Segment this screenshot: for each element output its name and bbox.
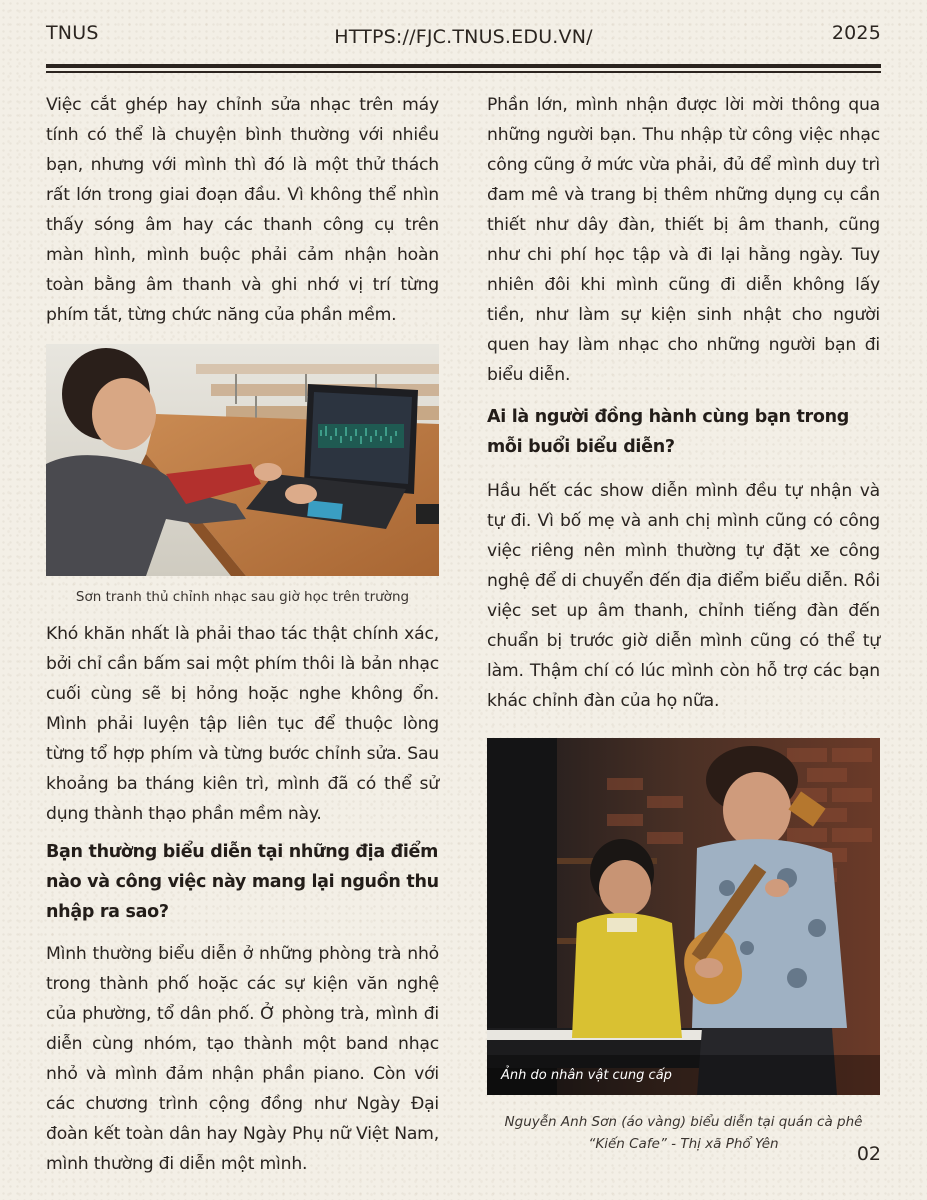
question-companion: Ai là người đồng hành cùng bạn trong mỗi buổi biểu diễn? (487, 407, 849, 457)
photo-laptop-editing-image (46, 344, 439, 576)
photo-caption-line-2: “Kiến Cafe” - Thị xã Phổ Yên (588, 1136, 779, 1152)
paragraph-invitations: Phần lớn, mình nhận được lời mời thông qua những người bạn. Thu nhập từ công việc nhạc công cũng ở mức vừa phải, đủ để mình duy trì đam mê và trang bị thêm những dụng cụ cần thiết như dây đàn, thiết bị âm thanh, cũng như chi phí học tập và đi lại hằng ngày. Tuy nhiên đôi khi mình cũng đi diễn không lấy tiền, như làm sự kiện sinh nhật cho người quen hay làm nhạc cho những người bạn đi biểu diễn. (487, 95, 880, 385)
paragraph-venues: Mình thường biểu diễn ở những phòng trà nhỏ trong thành phố hoặc các sự kiện văn nghệ của phường, tổ dân phố. Ở phòng trà, mình đi diễn cùng nhóm, tạo thành một band nhạc nhỏ và mình đảm nhận phần piano. Còn với các chương trình cộng đồng như Ngày Đại đoàn kết toàn dân hay Ngày Phụ nữ Việt Nam, mình thường đi diễn một mình. (46, 944, 439, 1174)
photo-caption-line-1: Nguyễn Anh Sơn (áo vàng) biểu diễn tại quán cà phê (504, 1114, 863, 1130)
photo-cafe-performance-image (487, 738, 880, 1095)
paragraph-editing-challenge: Việc cắt ghép hay chỉnh sửa nhạc trên máy tính có thể là chuyện bình thường với nhiều bạn, nhưng với mình thì đó là một thử thách rất lớn trong giai đoạn đầu. Vì không thể nhìn thấy sóng âm hay các thanh công cụ trên màn hình, mình buộc phải cảm nhận hoàn toàn bằng âm thanh và ghi nhớ vị trí từng phím tắt, từng chức năng của phần mềm. (46, 95, 439, 325)
page-number: 02 (856, 1143, 881, 1165)
left-column (46, 90, 439, 1179)
header-rule-thin (46, 71, 881, 73)
photo-caption: Sơn tranh thủ chỉnh nhạc sau giờ học trên trường (75, 589, 410, 605)
photo-credit-overlay: Ảnh do nhân vật cung cấp (501, 1068, 672, 1083)
paragraph-precision: Khó khăn nhất là phải thao tác thật chính xác, bởi chỉ cần bấm sai một phím thôi là bản nhạc cuối cùng sẽ bị hỏng hoặc nghe không ổn. Mình phải luyện tập liên tục để thuộc lòng từng tổ hợp phím và từng bước chỉnh sửa. Sau khoảng ba tháng kiên trì, mình đã có thể sử dụng thành thạo phần mềm này. (46, 624, 439, 824)
header-year: 2025 (831, 22, 881, 44)
photo-laptop-editing (46, 344, 439, 576)
header-url: HTTPS://FJC.TNUS.EDU.VN/ (334, 26, 593, 48)
right-column (487, 90, 880, 1155)
header-rule-thick (46, 64, 881, 68)
photo-cafe-performance (487, 738, 880, 1095)
paragraph-self-reliance: Hầu hết các show diễn mình đều tự nhận và tự đi. Vì bố mẹ và anh chị mình cũng có công việc riêng nên mình thường tự đặt xe công nghệ để di chuyển đến địa điểm biểu diễn. Rồi việc set up âm thanh, chỉnh tiếng đàn đến chuẩn bị trước giờ diễn mình cũng có thể tự làm. Thậm chí có lúc mình còn hỗ trợ các bạn khác chỉnh đàn của họ nữa. (487, 481, 880, 711)
header-site-name: TNUS (46, 22, 99, 44)
question-venues-income: Bạn thường biểu diễn tại những địa điểm nào và công việc này mang lại nguồn thu nhập ra sao? (46, 842, 439, 922)
